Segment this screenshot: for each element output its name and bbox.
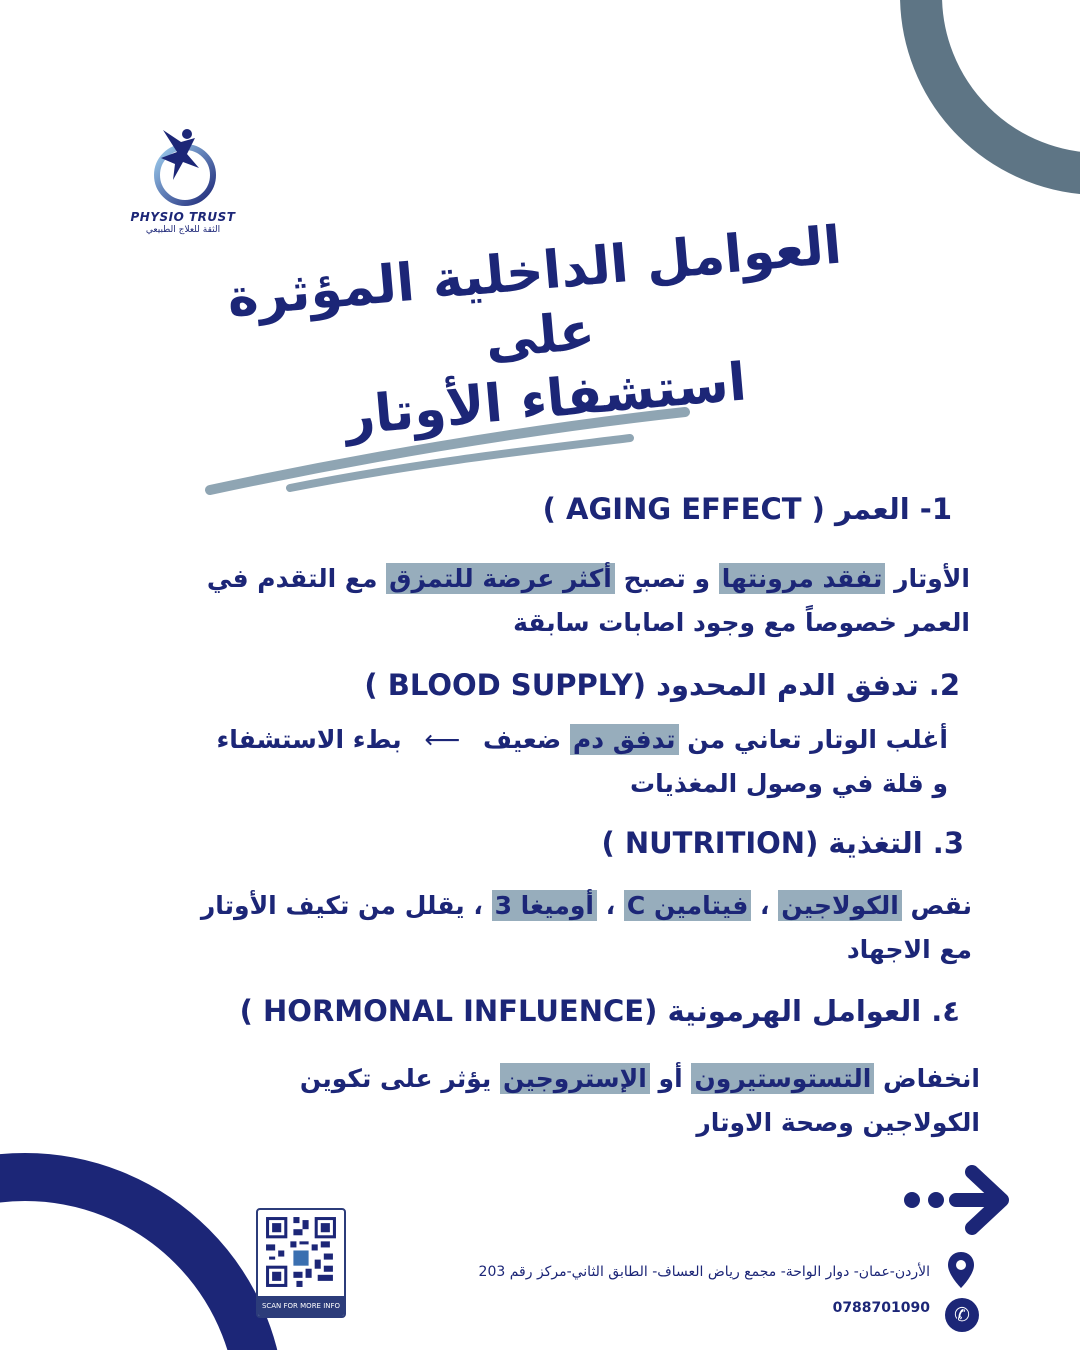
location-pin-icon (946, 1250, 976, 1290)
nutrition-highlight-3: أوميغا 3 (492, 890, 597, 921)
section-hormonal-line-2: الكولاجين وصحة الاوتار (696, 1108, 980, 1137)
aging-highlight-2: أكثر عرضة للتمزق (386, 563, 615, 594)
section-aging-heading: 1- العمر ( AGING EFFECT ) (542, 492, 952, 526)
brand-tagline: الثقة للعلاج الطبيعي (145, 225, 221, 235)
nutrition-sep-2: ، (605, 891, 616, 920)
section-blood-text (216, 718, 948, 806)
aging-highlight-1: تفقد مرونتها (719, 563, 886, 594)
decorative-ring-top (900, 0, 1080, 195)
aging-mid: و تصبح (623, 564, 711, 593)
nutrition-sep-1: ، (760, 891, 770, 920)
hormonal-post: يؤثر على تكوين (299, 1064, 492, 1093)
phone-number[interactable]: 0788701090 (832, 1300, 930, 1316)
aging-pre: الأوتار (894, 564, 970, 593)
section-nutrition-text (201, 884, 972, 972)
nutrition-post: ، يقلل من تكيف الأوتار (200, 891, 483, 920)
section-hormonal-text (300, 1057, 980, 1145)
address-text: الأردن-عمان- دوار الواحة- مجمع رياض العساف- الطابق الثاني-مركز رقم 203 (478, 1264, 930, 1280)
blood-pre: أغلب الوتار تعاني من (687, 725, 948, 754)
section-blood-heading: 2. تدفق الدم المحدود (BLOOD SUPPLY ) (364, 668, 960, 702)
title-underline-swoosh (190, 400, 690, 500)
section-hormonal-heading: ٤. العوامل الهرمونية (HORMONAL INFLUENCE ) (239, 994, 960, 1028)
qr-code-icon (263, 1214, 339, 1290)
qr-code[interactable] (256, 1208, 346, 1318)
hormonal-highlight-1: التستوستيرون (691, 1063, 874, 1094)
nutrition-highlight-1: الكولاجين (778, 890, 902, 921)
section-nutrition-heading: 3. التغذية (NUTRITION ) (601, 826, 964, 860)
nutrition-pre: نقص (910, 891, 972, 920)
next-arrow-icon[interactable] (900, 1160, 1015, 1240)
section-aging-text (207, 557, 970, 645)
section-aging-line-1 (207, 557, 970, 601)
brand-logo (118, 120, 248, 245)
hormonal-pre: انخفاض (883, 1064, 980, 1093)
section-blood-line-1 (216, 718, 948, 762)
section-blood-line-2: و قلة في وصول المغذيات (630, 769, 948, 798)
phone-icon[interactable]: ✆ (945, 1298, 979, 1332)
blood-highlight: تدفق دم (570, 724, 679, 755)
title-line-1: العوامل الداخلية المؤثرة على (224, 215, 844, 371)
nutrition-highlight-2: فيتامين C (624, 890, 751, 921)
section-aging-line-2: العمر خصوصاً مع وجود اصابات سابقة (513, 608, 970, 637)
decorative-ring-bottom (0, 1153, 285, 1350)
brand-name: PHYSIO TRUST (130, 210, 236, 224)
aging-post: مع التقدم في (206, 564, 378, 593)
qr-caption: SCAN FOR MORE INFO (258, 1296, 344, 1316)
hormonal-mid: أو (658, 1064, 683, 1093)
left-arrow-icon: ⟵ (424, 725, 461, 754)
hormonal-highlight-2: الإستروجين (500, 1063, 650, 1094)
blood-post: ضعيف (482, 725, 562, 754)
section-nutrition-line-1 (201, 884, 972, 928)
section-hormonal-line-1 (300, 1057, 980, 1101)
title-line-2: استشفاء الأوتار (342, 352, 749, 448)
runner-logo-icon (143, 120, 223, 208)
blood-result: بطء الاستشفاء (216, 725, 402, 754)
section-nutrition-line-2: مع الاجهاد (846, 935, 972, 964)
